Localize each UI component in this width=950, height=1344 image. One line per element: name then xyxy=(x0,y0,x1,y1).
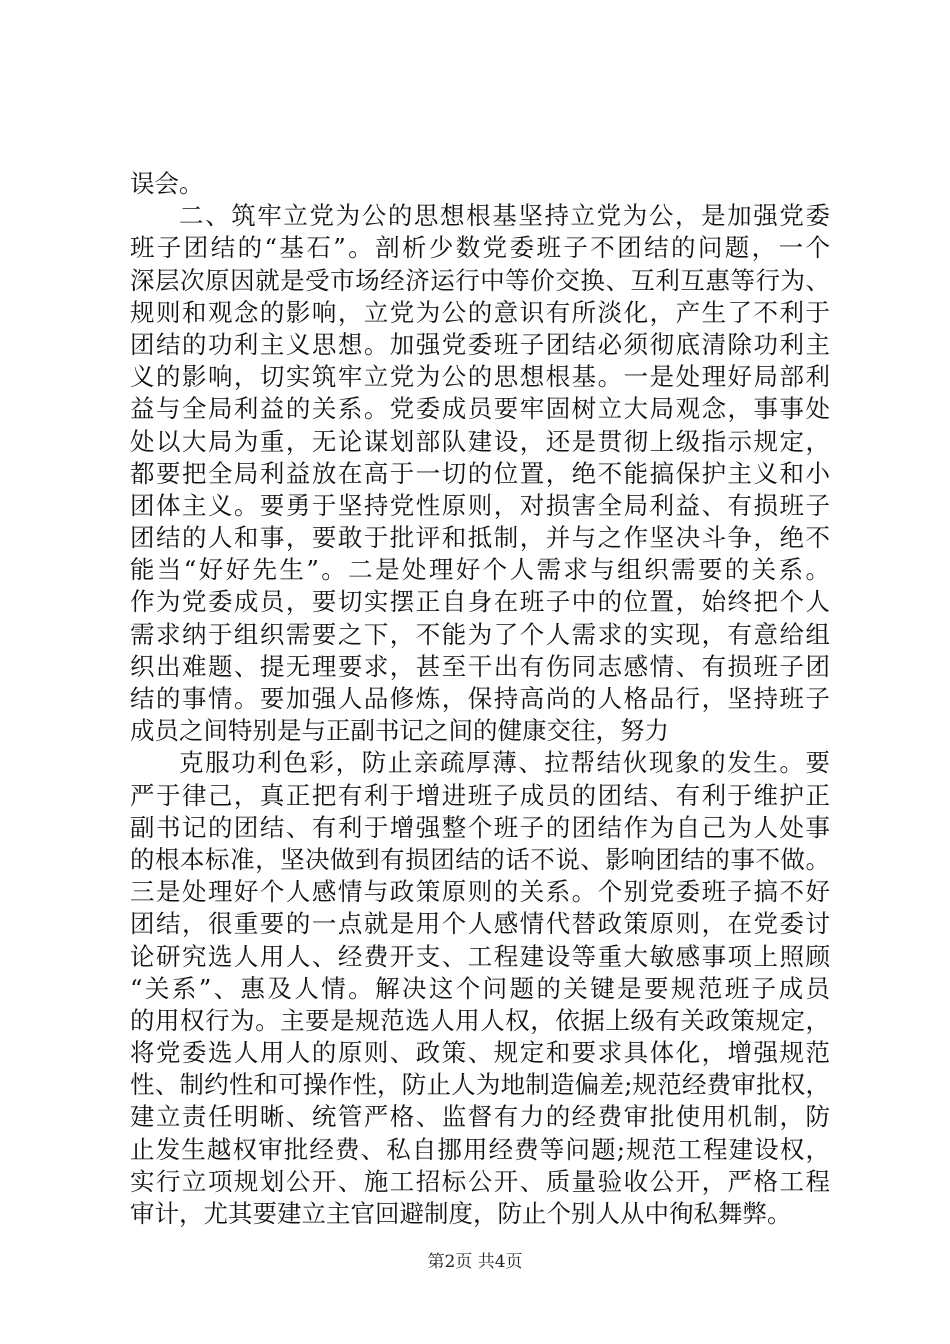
text-line: 需求纳于组织需要之下，不能为了个人需求的实现，有意给组 xyxy=(130,619,830,649)
text-line: 止发生越权审批经费、私自挪用经费等问题;规范工程建设权， xyxy=(130,1134,830,1164)
text-line: 论研究选人用人、经费开支、工程建设等重大敏感事项上照顾 xyxy=(130,941,830,971)
page-number-footer: 第2页 共4页 xyxy=(427,1252,523,1272)
text-line: 的用权行为。主要是规范选人用人权，依据上级有关政策规定， xyxy=(130,1005,830,1035)
text-line: 益与全局利益的关系。党委成员要牢固树立大局观念，事事处 xyxy=(130,394,830,424)
text-line: 实行立项规划公开、施工招标公开、质量验收公开，严格工程 xyxy=(130,1166,830,1196)
text-line: “关系”、惠及人情。解决这个问题的关键是要规范班子成员 xyxy=(130,973,830,1003)
text-line: 义的影响，切实筑牢立党为公的思想根基。一是处理好局部利 xyxy=(130,362,830,392)
text-line: 规则和观念的影响，立党为公的意识有所淡化，产生了不利于 xyxy=(130,297,830,327)
text-line: 二、筑牢立党为公的思想根基坚持立党为公，是加强党委 xyxy=(179,201,830,231)
text-line: 将党委选人用人的原则、政策、规定和要求具体化，增强规范 xyxy=(130,1038,830,1068)
text-line: 成员之间特别是与正副书记之间的健康交往，努力 xyxy=(130,716,669,746)
text-line: 克服功利色彩，防止亲疏厚薄、拉帮结伙现象的发生。要 xyxy=(179,748,830,778)
text-line: 的根本标准，坚决做到有损团结的话不说、影响团结的事不做。 xyxy=(130,844,830,874)
text-line: 团结的人和事，要敢于批评和抵制，并与之作坚决斗争，绝不 xyxy=(130,523,830,553)
text-line: 审计，尤其要建立主官回避制度，防止个别人从中徇私舞弊。 xyxy=(130,1199,792,1228)
text-line: 三是处理好个人感情与政策原则的关系。个别党委班子搞不好 xyxy=(130,877,830,907)
text-line: 班子团结的“基石”。剖析少数党委班子不团结的问题，一个 xyxy=(130,233,830,263)
text-line: 团结的功利主义思想。加强党委班子团结必须彻底清除功利主 xyxy=(130,329,830,359)
text-line: 处以大局为重，无论谋划部队建设，还是贯彻上级指示规定， xyxy=(130,426,830,456)
text-line: 建立责任明晰、统管严格、监督有力的经费审批使用机制，防 xyxy=(130,1102,830,1132)
text-line: 性、制约性和可操作性，防止人为地制造偏差;规范经费审批权， xyxy=(130,1070,830,1100)
text-line: 能当“好好先生”。二是处理好个人需求与组织需要的关系。 xyxy=(130,555,830,585)
text-line: 误会。 xyxy=(130,169,204,198)
text-line: 严于律己，真正把有利于增进班子成员的团结、有利于维护正 xyxy=(130,780,830,810)
text-line: 织出难题、提无理要求，甚至干出有伤同志感情、有损班子团 xyxy=(130,651,830,681)
text-line: 深层次原因就是受市场经济运行中等价交换、互利互惠等行为、 xyxy=(130,265,830,295)
text-line: 都要把全局利益放在高于一切的位置，绝不能搞保护主义和小 xyxy=(130,458,830,488)
text-line: 作为党委成员，要切实摆正自身在班子中的位置，始终把个人 xyxy=(130,587,830,617)
text-line: 副书记的团结、有利于增强整个班子的团结作为自己为人处事 xyxy=(130,812,830,842)
text-line: 结的事情。要加强人品修炼，保持高尚的人格品行，坚持班子 xyxy=(130,684,830,713)
text-line: 团结，很重要的一点就是用个人感情代替政策原则，在党委讨 xyxy=(130,909,830,939)
text-line: 团体主义。要勇于坚持党性原则，对损害全局利益、有损班子 xyxy=(130,490,830,520)
body-text xyxy=(130,168,830,1230)
